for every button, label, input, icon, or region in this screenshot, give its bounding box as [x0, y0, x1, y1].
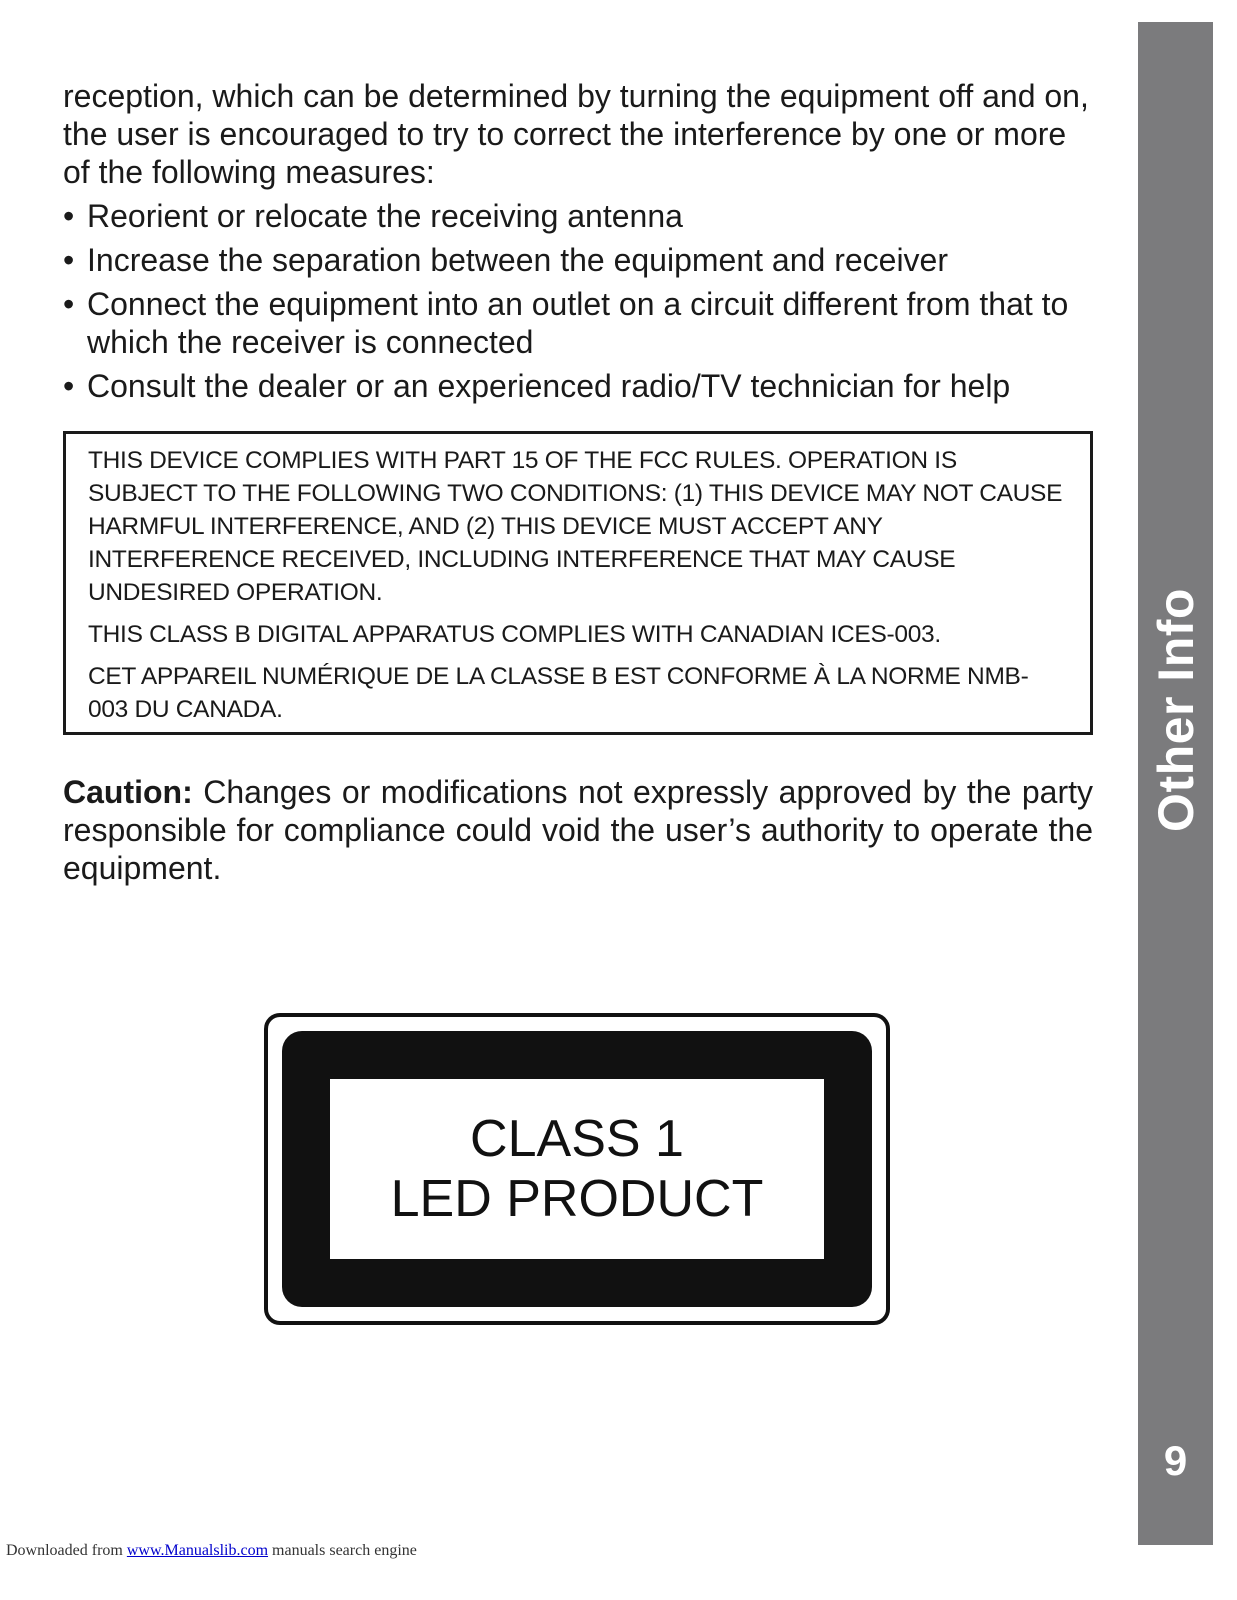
download-footer [6, 1542, 417, 1560]
footer-prefix: Downloaded from [6, 1542, 127, 1559]
ices-statement: THIS CLASS B DIGITAL APPARATUS COMPLIES WITH CANADIAN ICES-003. [88, 621, 941, 648]
list-item: • Connect the equipment into an outlet on a circuit different from that to which the receiver is connected [63, 285, 1103, 361]
led-label-window [330, 1079, 824, 1259]
footer-suffix: manuals search engine [268, 1542, 417, 1559]
page-number: 9 [1163, 1437, 1188, 1484]
manualslib-link[interactable]: www.Manualslib.com [126, 1542, 269, 1559]
led-class-label [264, 1013, 890, 1325]
led-product-text: LED PRODUCT [390, 1170, 764, 1228]
caution-text: Changes or modifications not expressly approved by the party responsible for compliance could void the user’s authority to operate the equipment. [63, 774, 1093, 886]
intro-paragraph: reception, which can be determined by turning the equipment off and on, the user is encouraged to try to correct the interference by one or more of the following measures: [63, 78, 1089, 190]
measures-list [63, 197, 1103, 411]
fcc-statement: THIS DEVICE COMPLIES WITH PART 15 OF THE FCC RULES. OPERATION IS SUBJECT TO THE FOLLOWING TWO CONDITIONS: (1) THIS DEVICE MAY NOT CAUSE HARMFUL INTERFERENCE, AND (2) THIS DEVICE MUST ACCEPT ANY INTERFERENCE RECEIVED, INCLUDING INTERFERENCE THAT MAY CAUSE UNDESIRED OPERATION. [88, 447, 1063, 606]
caution-label: Caution: [63, 774, 193, 810]
section-title: Other Info [1147, 588, 1204, 832]
nmb-statement: CET APPAREIL NUMÉRIQUE DE LA CLASSE B EST CONFORME À LA NORME NMB-003 DU CANADA. [88, 663, 1029, 723]
fcc-compliance-box [63, 431, 1093, 735]
list-item: • Increase the separation between the equipment and receiver [63, 241, 1103, 279]
section-tab-label [1138, 560, 1213, 860]
led-class-text: CLASS 1 [470, 1110, 684, 1168]
caution-paragraph [63, 773, 1093, 887]
list-item: • Reorient or relocate the receiving antenna [63, 197, 1103, 235]
led-label-border [282, 1031, 872, 1307]
list-item: • Consult the dealer or an experienced radio/TV technician for help [63, 367, 1103, 405]
